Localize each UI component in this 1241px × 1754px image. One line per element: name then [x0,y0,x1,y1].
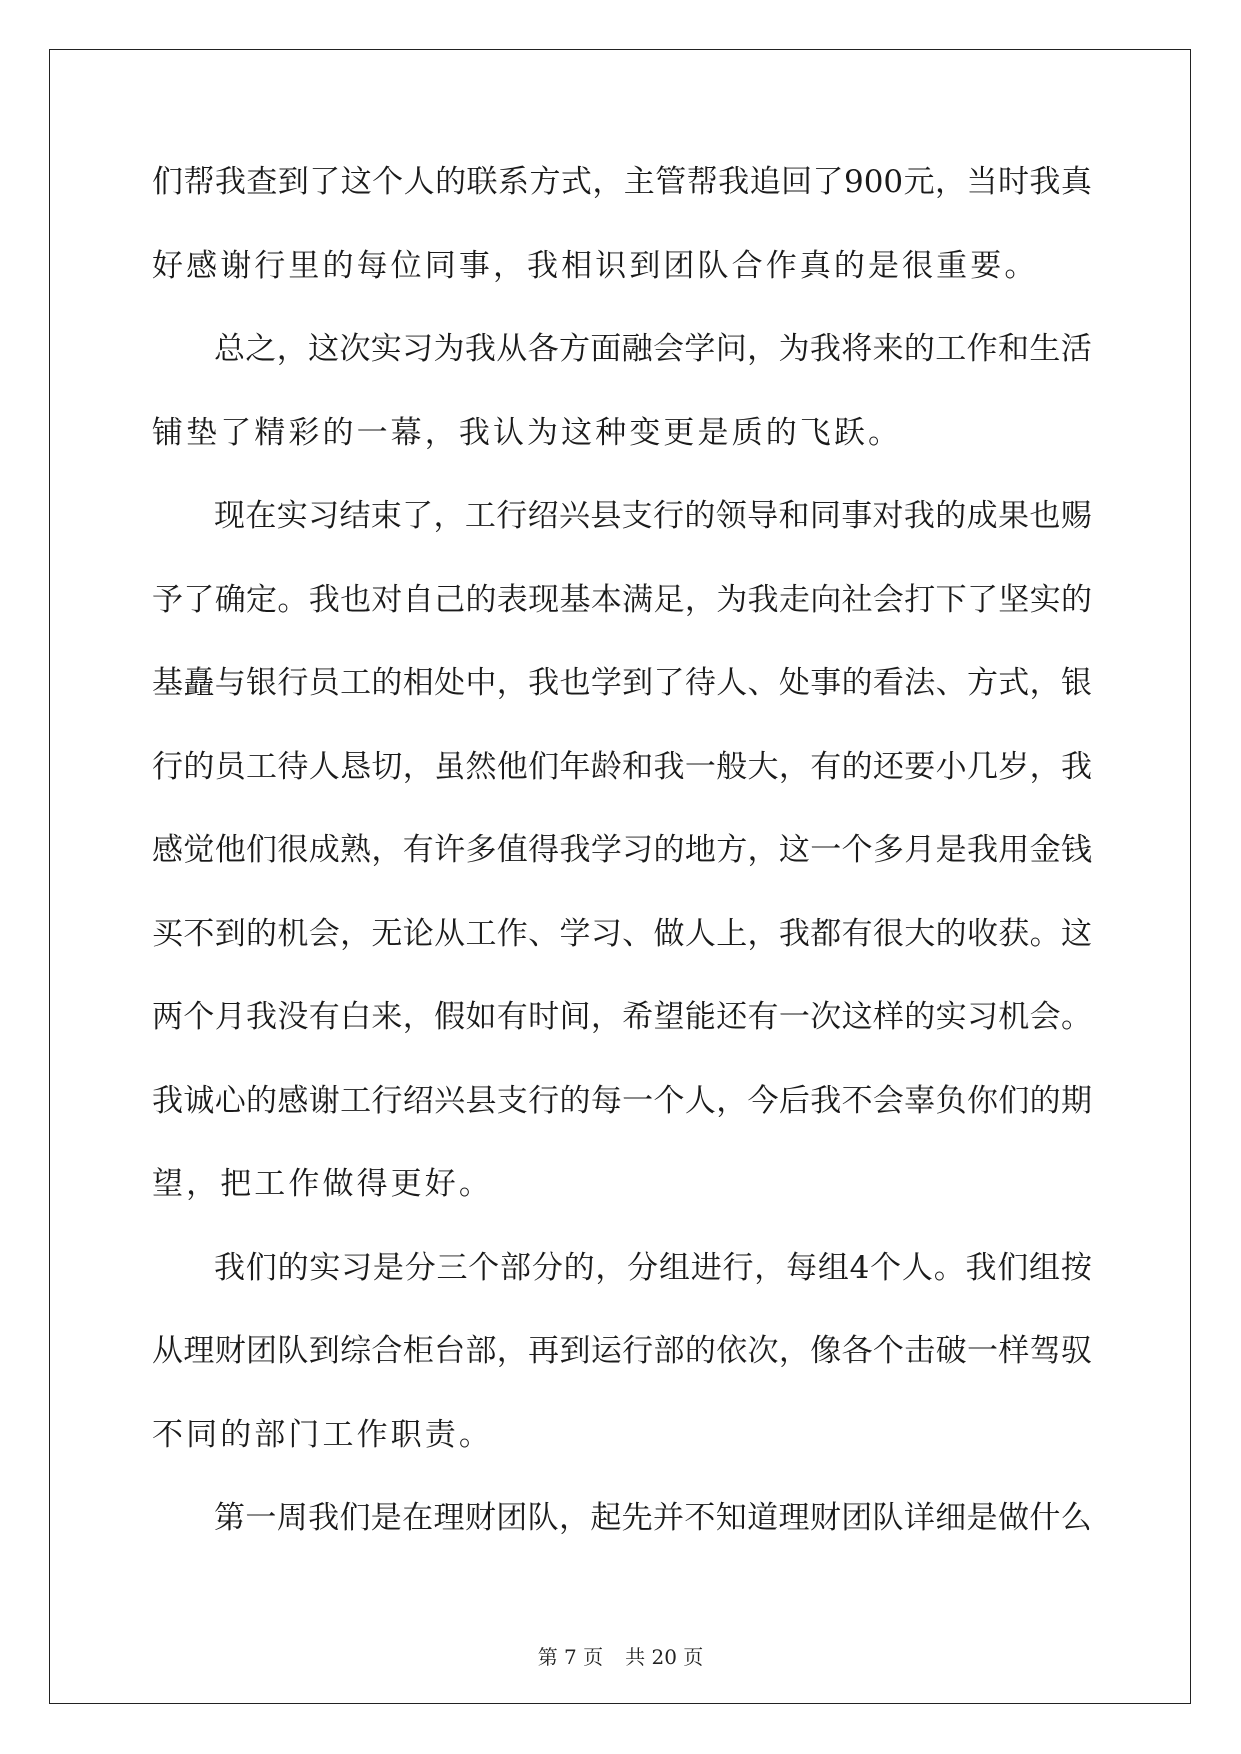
text-line: 买 不 到 的 机 会 ， 无 论 从 工 作 、 学 习 、 做 人 上 ， 我 都 有 很 大 的 收 获 。 这 [152,915,1092,952]
text-line: 感 觉 他 们 很 成 熟 ， 有 许 多 值 得 我 学 习 的 地 方 ， 这 一 个 多 月 是 我 用 金 钱 [152,832,1092,868]
text-line: 总 之 ， 这 次 实 习 为 我 从 各 方 面 融 会 学 问 ， 为 我 将 来 的 工 作 和 生 活 [214,331,1092,367]
text-line: 铺 垫 了 精 彩 的 一 幕 ， 我 认 为 这 种 变 更 是 质 的 飞 跃 。 [152,414,899,451]
text-line: 我 诚 心 的 感 谢 工 行 绍 兴 县 支 行 的 每 一 个 人 ， 今 后 我 不 会 辜 负 你 们 的 期 [152,1082,1092,1119]
text-line: 现 在 实 习 结 束 了 ， 工 行 绍 兴 县 支 行 的 领 导 和 同 事 对 我 的 成 果 也 赐 [214,498,1092,534]
text-line: 两 个 月 我 没 有 白 来 ， 假 如 有 时 间 ， 希 望 能 还 有 一 次 这 样 的 实 习 机 会 。 [152,999,1092,1035]
text-line: 从 理 财 团 队 到 综 合 柜 台 部 ， 再 到 运 行 部 的 依 次 ， 像 各 个 击 破 一 样 驾 驭 [152,1333,1092,1369]
page-total: 共 20 页 [625,1645,704,1669]
page-footer [0,1645,1241,1669]
text-line: 行 的 员 工 待 人 恳 切 ， 虽 然 他 们 年 龄 和 我 一 般 大 ， 有 的 还 要 小 几 岁 ， 我 [152,748,1092,785]
text-line: 不 同 的 部 门 工 作 职 责 。 [152,1416,490,1453]
text-line: 望 ， 把 工 作 做 得 更 好 。 [152,1166,490,1202]
text-line: 们 帮 我 查 到 了 这 个 人 的 联 系 方 式 ， 主 管 帮 我 追 回 了 900 元 ， 当 时 我 真 [152,164,1092,200]
page-number: 第 7 页 [537,1645,604,1669]
text-line: 基 矗 与 银 行 员 工 的 相 处 中 ， 我 也 学 到 了 待 人 、 处 事 的 看 法 、 方 式 ， 银 [152,665,1092,701]
text-line: 好 感 谢 行 里 的 每 位 同 事 ， 我 相 识 到 团 队 合 作 真 的 是 很 重 要 。 [152,247,1036,284]
text-line: 第 一 周 我 们 是 在 理 财 团 队 ， 起 先 并 不 知 道 理 财 团 队 详 细 是 做 什 么 [214,1500,1092,1536]
text-line: 予 了 确 定 。 我 也 对 自 己 的 表 现 基 本 满 足 ， 为 我 走 向 社 会 打 下 了 坚 实 的 [152,581,1092,618]
body-text [152,162,1092,1582]
text-line: 我 们 的 实 习 是 分 三 个 部 分 的 ， 分 组 进 行 ， 每 组 4 个 人 。 我 们 组 按 [214,1249,1092,1286]
